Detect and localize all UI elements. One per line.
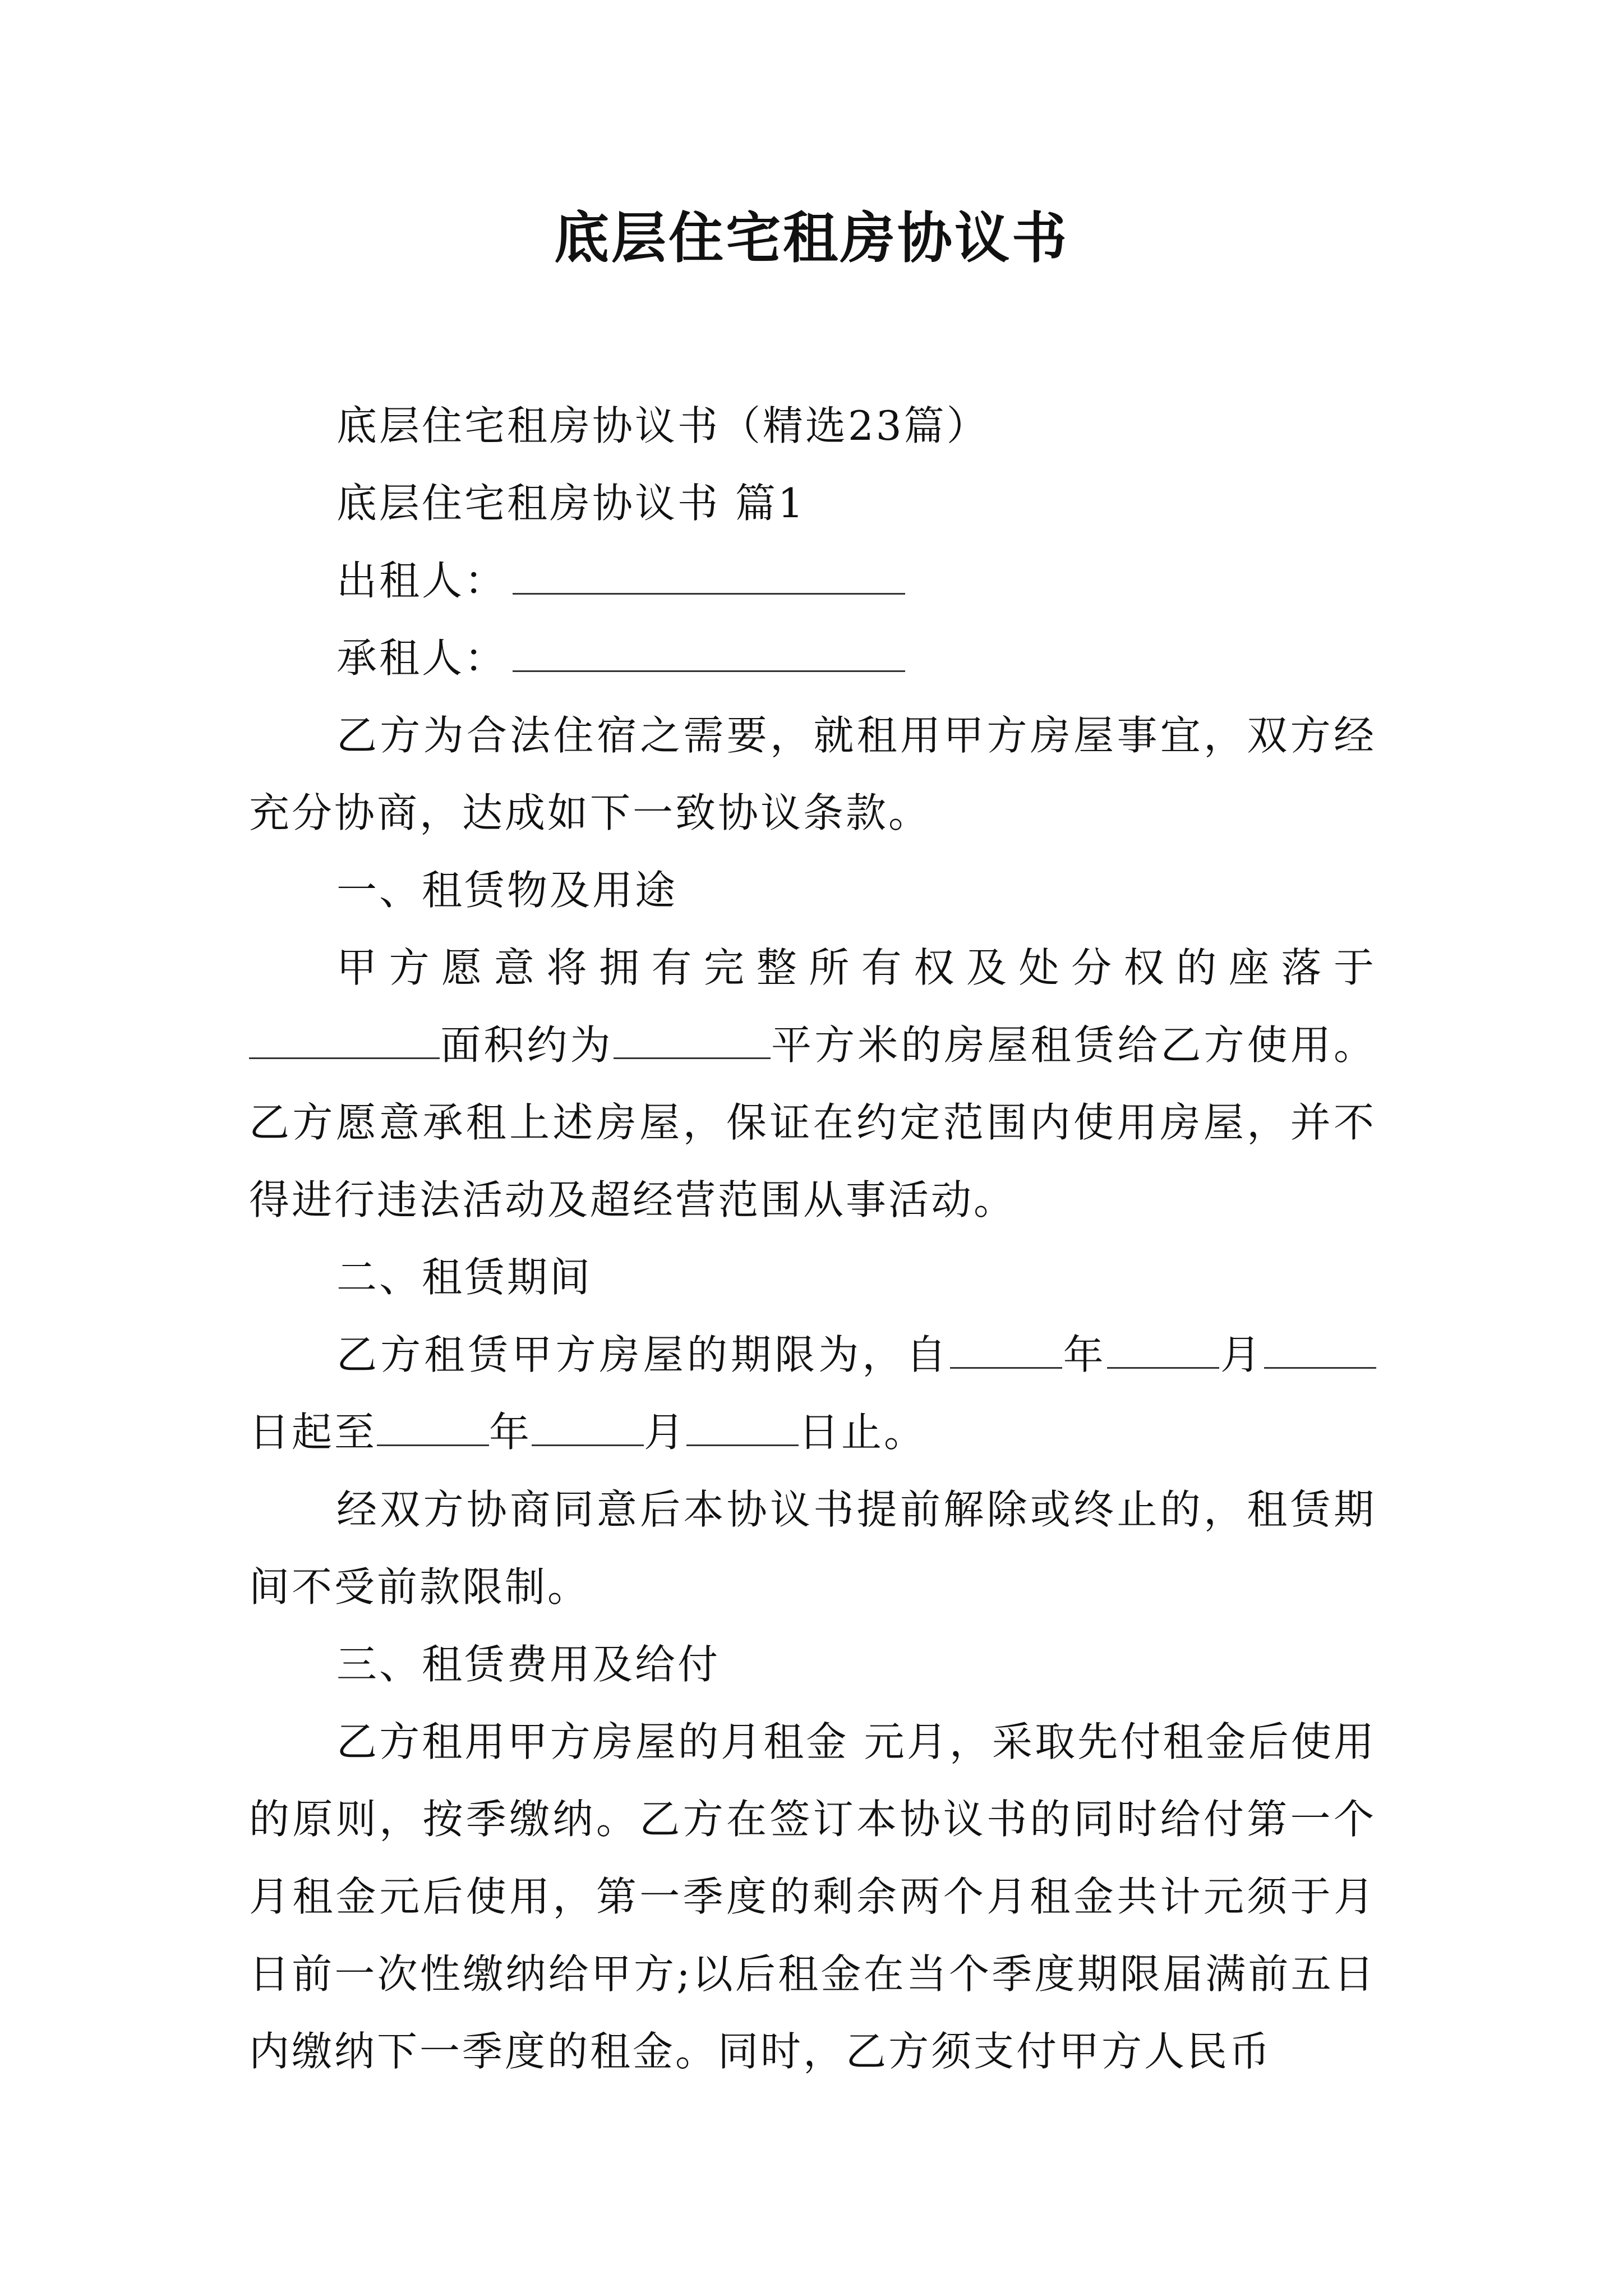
clause2-heading: 二、租赁期间: [336, 1254, 593, 1301]
end-day-blank: [686, 1404, 799, 1446]
lessor-blank: [513, 553, 905, 595]
end-month-label: 月: [644, 1409, 687, 1456]
intro-paragraph: 乙方为合法住宿之需要，就租用甲方房屋事宜，双方经充分协商，达成如下一致协议条款。: [249, 712, 1376, 836]
start-year-label: 年: [1062, 1331, 1107, 1378]
clause1-part-b: 面积约为: [440, 1022, 614, 1069]
end-year-blank: [377, 1404, 489, 1446]
document-body: [249, 387, 1376, 2090]
lessee-label: 承租人：: [336, 634, 508, 682]
document-title: 底层住宅租房协议书: [554, 206, 1069, 270]
clause1-part-c: 平方米的房屋租赁给乙方使用。乙方愿意承租上述房屋，保证在约定范围内使用房屋，并不得进行违法活动及超经营范围从事活动。: [249, 1022, 1376, 1223]
document-subtitle: 底层住宅租房协议书（精选23篇）: [336, 402, 989, 449]
clause1-part-a: 甲方愿意将拥有完整所有权及处分权的座落于: [336, 944, 1376, 991]
end-month-blank: [532, 1404, 644, 1446]
location-blank: [249, 1017, 440, 1059]
end-year-label: 年: [489, 1409, 532, 1456]
clause1-heading: 一、租赁物及用途: [336, 867, 678, 914]
start-month-blank: [1107, 1327, 1219, 1369]
area-blank: [614, 1017, 771, 1059]
clause1-paragraph: [249, 929, 1376, 1239]
start-day-blank: [1264, 1327, 1376, 1369]
clause3-heading: 三、租赁费用及给付: [336, 1641, 721, 1688]
start-year-blank: [950, 1327, 1062, 1369]
clause2-part-a: 乙方租赁甲方房屋的期限为，自: [336, 1331, 950, 1378]
clause2-note: 经双方协商同意后本协议书提前解除或终止的，租赁期间不受前款限制。: [249, 1486, 1376, 1611]
clause2-paragraph: [249, 1316, 1376, 1471]
lessee-blank: [513, 630, 905, 672]
lessor-label: 出租人：: [336, 557, 508, 604]
section-heading: 底层住宅租房协议书 篇1: [336, 480, 806, 527]
lessee-line: [249, 619, 1376, 697]
start-day-label: 日起至: [249, 1409, 377, 1456]
start-month-label: 月: [1219, 1331, 1264, 1378]
clause3-paragraph: 乙方租用甲方房屋的月租金 元月，采取先付租金后使用的原则，按季缴纳。乙方在签订本协议书的同时给付第一个月租金元后使用，第一季度的剩余两个月租金共计元须于月 日前一次性缴纳给甲方;以后租金在当个季度期限届满前五日内缴纳下一季度的租金。同时，乙方须支付甲方人民币: [249, 1718, 1376, 2075]
end-day-label: 日止。: [799, 1409, 927, 1456]
lessor-line: [249, 542, 1376, 619]
